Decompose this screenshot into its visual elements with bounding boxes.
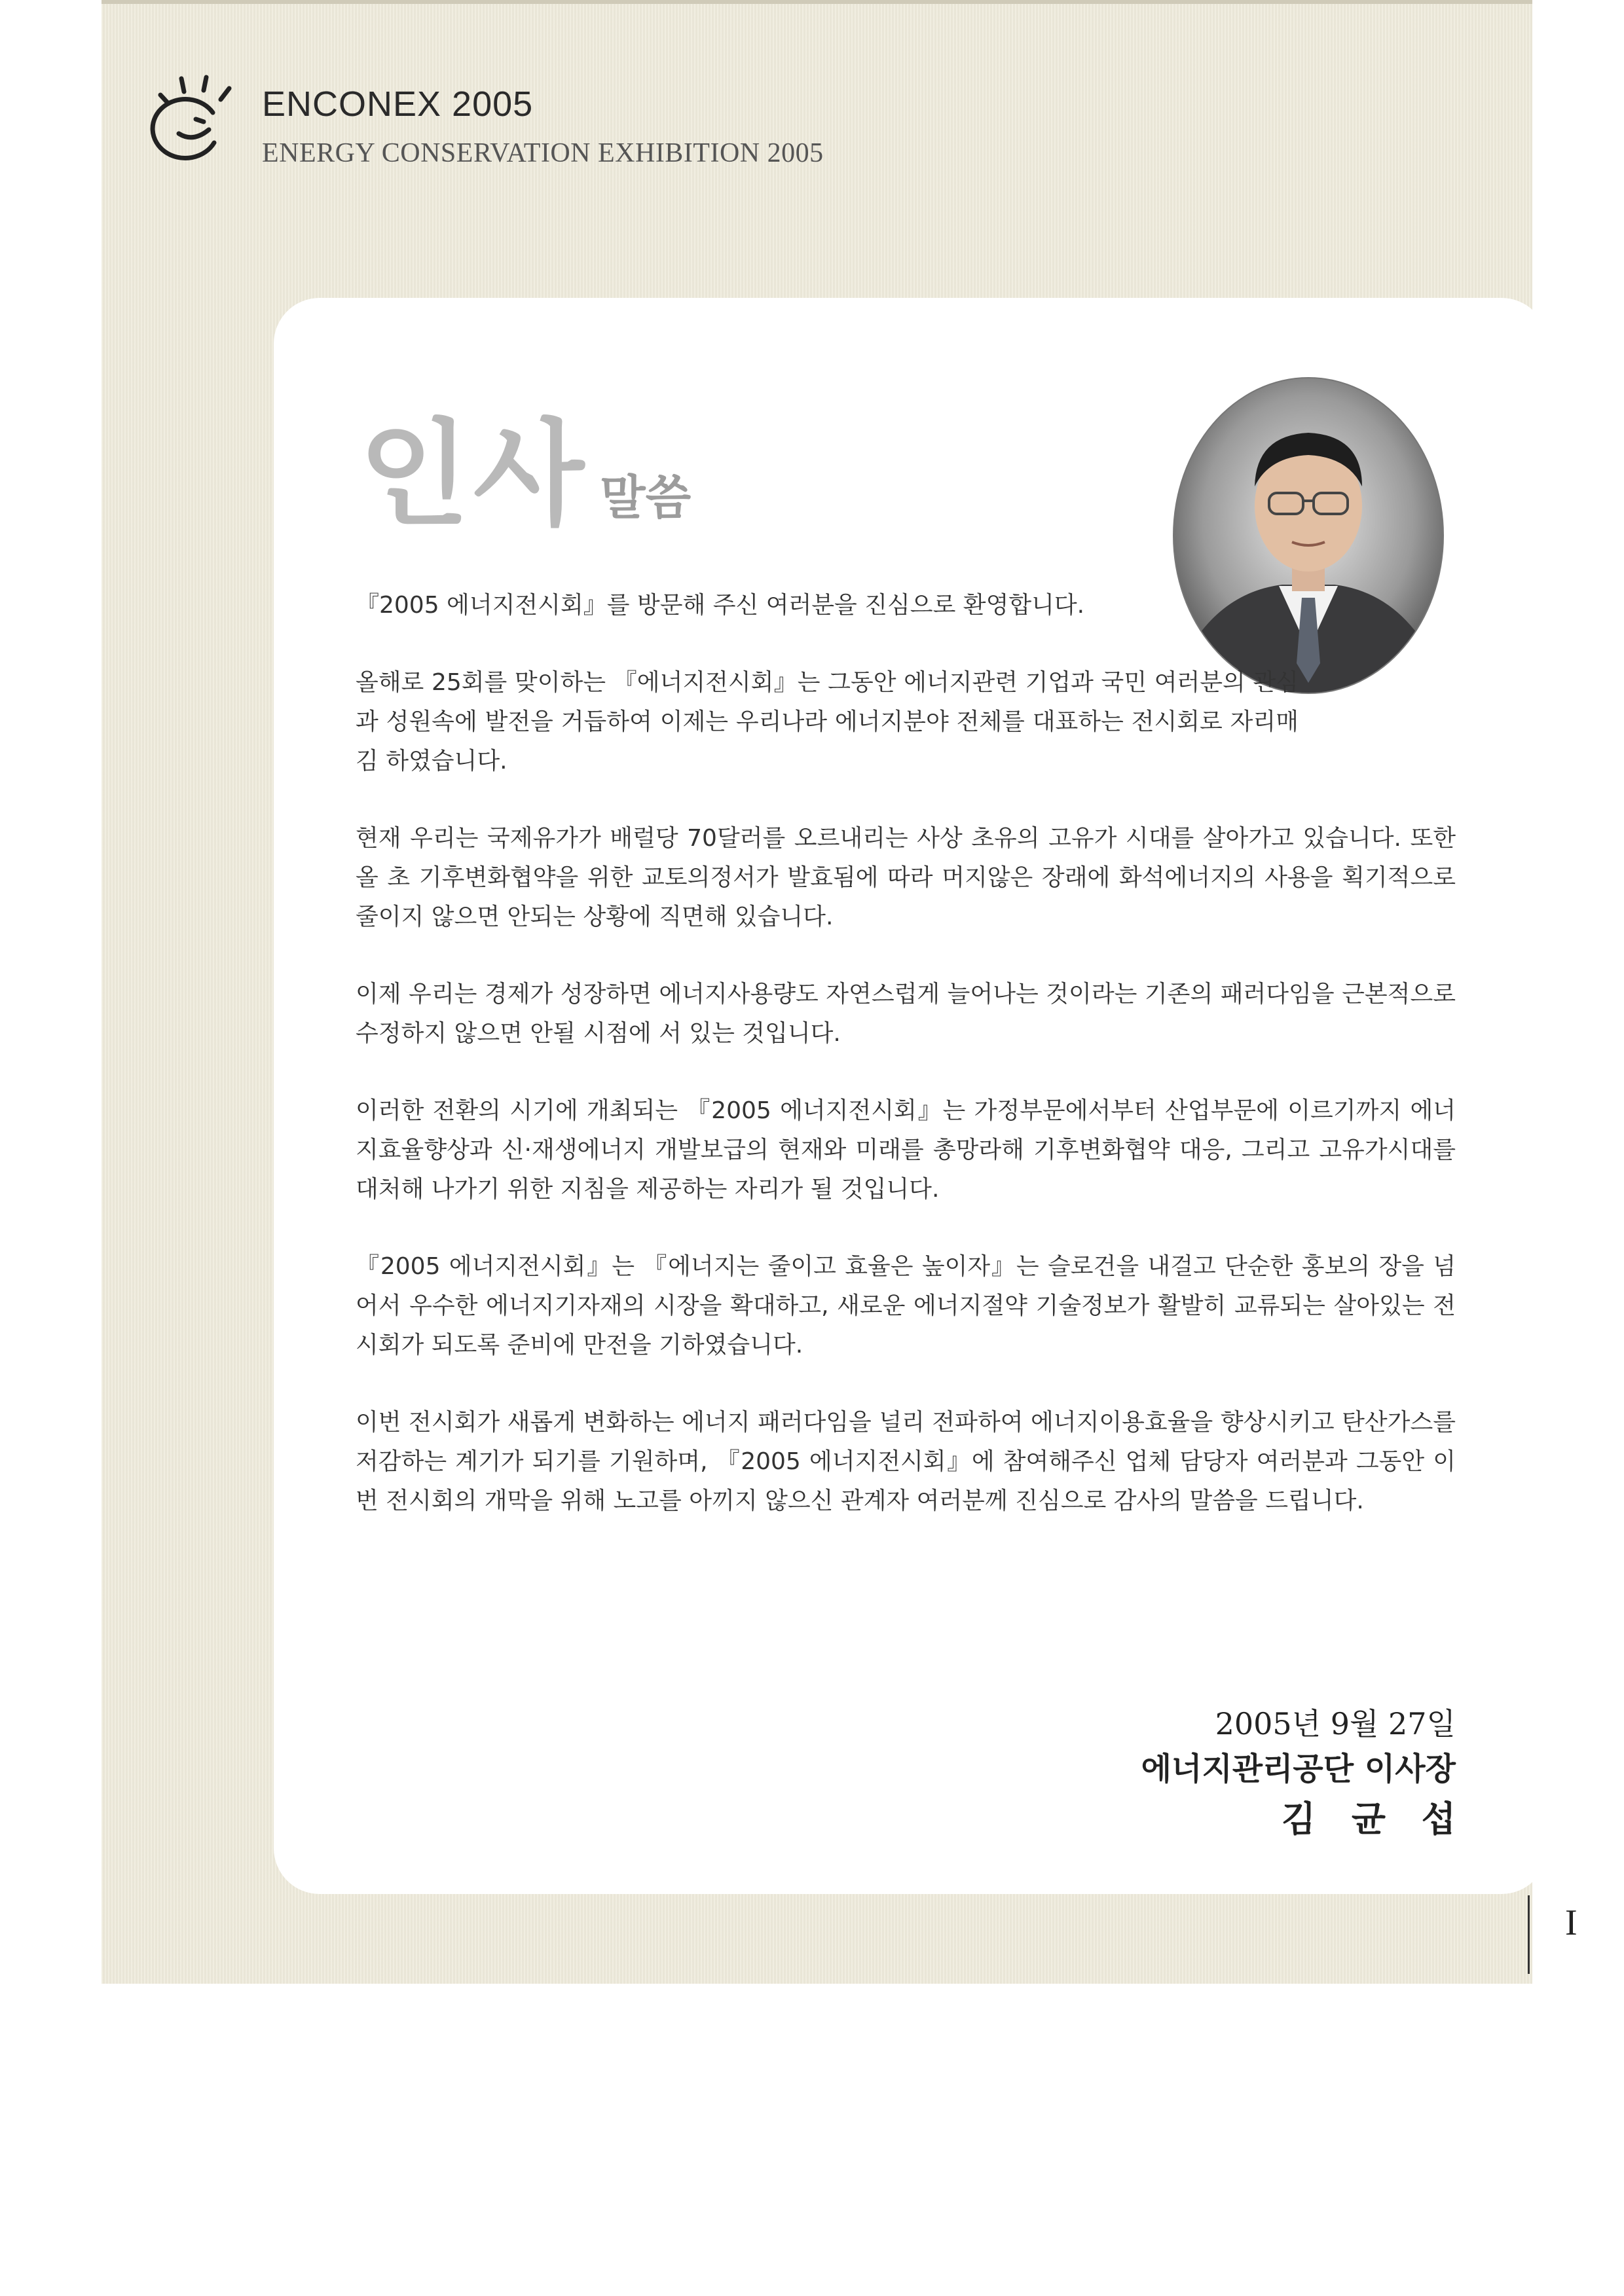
signature-organization: 에너지관리공단 이사장	[1141, 1751, 1456, 1787]
exhibition-subtitle: ENERGY CONSERVATION EXHIBITION 2005	[262, 138, 824, 168]
signature-name: 김 균 섭	[1281, 1798, 1467, 1840]
exhibition-title: ENCONEX 2005	[262, 84, 534, 124]
paragraph: 이제 우리는 경제가 성장하면 에너지사용량도 자연스럽게 늘어나는 것이라는 기존의 패러다임을 근본적으로 수정하지 않으면 안될 시점에 서 있는 것입니다.	[356, 981, 1456, 1047]
page-sheet	[101, 0, 1578, 1984]
page-heading	[359, 383, 691, 547]
greeting-card	[274, 298, 1547, 1894]
greeting-body	[356, 586, 1456, 1559]
heading-main: 인사	[359, 409, 589, 541]
signature-block	[1141, 1702, 1467, 1845]
paragraph: 이러한 전환의 시기에 개최되는 『2005 에너지전시회』는 가정부문에서부터 산업부문에 이르기까지 에너지효율향상과 신·재생에너지 개발보급의 현재와 미래를 총망라해 기후변화협약 대응, 그리고 고유가시대를 대처해 나가기 위한 지침을 제공하는 자리가 될 것입니다.	[356, 1097, 1456, 1203]
scan-edge	[101, 0, 1532, 4]
paragraph: 『2005 에너지전시회』는 『에너지는 줄이고 효율은 높이자』는 슬로건을 내걸고 단순한 홍보의 장을 넘어서 우수한 에너지기자재의 시장을 확대하고, 새로운 에너지절약 기술정보가 활발히 교류되는 살아있는 전시회가 되도록 준비에 만전을 기하였습니다.	[356, 1253, 1456, 1358]
paragraph: 올해로 25회를 맞이하는 『에너지전시회』는 그동안 에너지관련 기업과 국민 여러분의 관심과 성원속에 발전을 거듭하여 이제는 우리나라 에너지분야 전체를 대표하는 전시회로 자리매김 하였습니다.	[356, 669, 1299, 774]
signature-date: 2005년 9월 27일	[1215, 1706, 1456, 1741]
paragraph: 현재 우리는 국제유가가 배럴당 70달러를 오르내리는 사상 초유의 고유가 시대를 살아가고 있습니다. 또한 올 초 기후변화협약을 위한 교토의정서가 발효됨에 따라 머지않은 장래에 화석에너지의 사용을 획기적으로 줄이지 않으면 안되는 상황에 직면해 있습니다.	[356, 825, 1456, 930]
paragraph: 『2005 에너지전시회』를 방문해 주신 여러분을 진심으로 환영합니다.	[356, 592, 1085, 619]
page-number-rule	[1528, 1895, 1530, 1974]
heading-sub: 말씀	[600, 470, 692, 525]
smiling-sun-logo-icon	[141, 65, 252, 177]
page-number: I	[1565, 1903, 1578, 1943]
paragraph: 이번 전시회가 새롭게 변화하는 에너지 패러다임을 널리 전파하여 에너지이용효율을 향상시키고 탄산가스를 저감하는 계기가 되기를 기원하며, 『2005 에너지전시회』에 참여해주신 업체 담당자 여러분과 그동안 이번 전시회의 개막을 위해 노고를 아끼지 않으신 관계자 여러분께 진심으로 감사의 말씀을 드립니다.	[356, 1409, 1456, 1514]
